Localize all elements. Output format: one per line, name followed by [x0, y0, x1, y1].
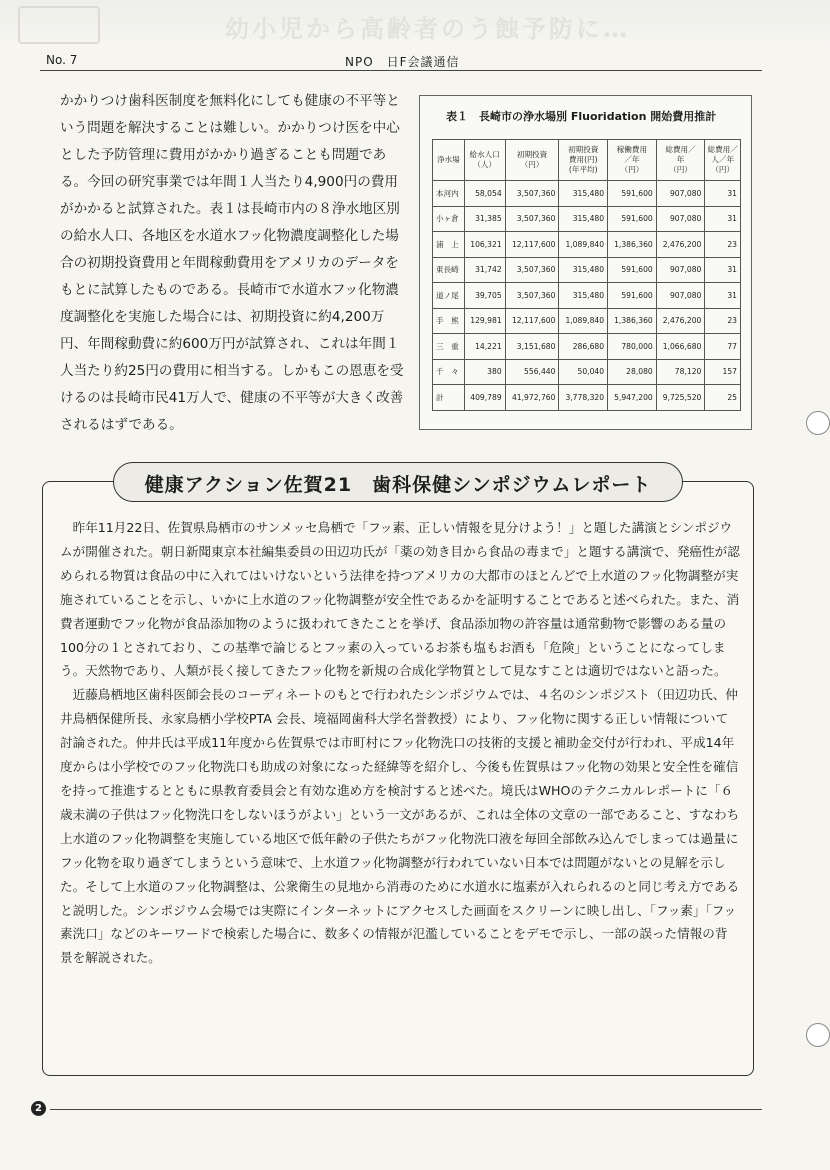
table-cell: 315,480 — [559, 181, 608, 207]
table-cell: 591,600 — [608, 181, 657, 207]
table-cell: 31,385 — [464, 206, 505, 232]
table-cell: 315,480 — [559, 206, 608, 232]
footer-divider — [50, 1109, 762, 1110]
report-heading: 健康アクション佐賀21 歯科保健シンポジウムレポート — [144, 474, 652, 496]
header-cell: 浄水場 — [433, 140, 465, 181]
table-cell: 3,151,680 — [505, 334, 559, 360]
issue-number: No. 7 — [46, 53, 78, 67]
table-cell: 907,080 — [656, 257, 705, 283]
table-cell: 50,040 — [559, 359, 608, 385]
row-label-cell: 東長崎 — [433, 257, 465, 283]
table-cell: 3,507,360 — [505, 181, 559, 207]
table-cell: 77 — [705, 334, 741, 360]
table-cell: 409,789 — [464, 385, 505, 411]
table-row — [433, 359, 741, 385]
table-cell: 39,705 — [464, 283, 505, 309]
table-cell: 591,600 — [608, 206, 657, 232]
table-cell: 12,117,600 — [505, 308, 559, 334]
table-cell: 556,440 — [505, 359, 559, 385]
table-row — [433, 308, 741, 334]
table-cell: 1,089,840 — [559, 232, 608, 258]
table-cell: 591,600 — [608, 257, 657, 283]
report-paragraph: 昨年11月22日、佐賀県鳥栖市のサンメッセ鳥栖で「フッ素、正しい情報を見分けよう！」と題した講演とシンポジウムが開催された。朝日新聞東京本社編集委員の田辺功氏が「薬の効き目から食品の毒まで」と題する講演で、発癌性が認められる物質は食品の中に入れてはいけないという法律を持つアメリカの大都市のほとんどで上水道のフッ化物調整が実施されていることを示し、いかに上水道のフッ化物調整が安全性であるかを証明することであると述べられた。また、消費者運動でフッ化物が食品添加物のように扱われてきたことを挙げ、食品添加物の許容量は通常動物で影響のある量の100分の１とされており、この基準で論じるとフッ素の入っているお茶も塩もお酒も「危険」ということになってしまう。天然物であり、人類が長く接してきたフッ化物を新規の合成化学物質として見なすことは適切ではないと語った。 — [60, 520, 740, 679]
table-cell: 3,507,360 — [505, 257, 559, 283]
report-paragraph: 近藤鳥栖地区歯科医師会長のコーディネートのもとで行われたシンポジウムでは、４名のシンポジスト（田辺功氏、仲井鳥栖保健所長、永家鳥栖小学校PTA 会長、境福岡歯科大学名誉教授）により、フッ化物に関する正しい情報について討論された。仲井氏は平成11年度から佐賀県では市町村にフッ化物洗口の技術的支援と補助金交付が行われ、平成14年度からは小学校でのフッ化物洗口も助成の対象になった経緯等を紹介し、今後も佐賀県はフッ化物の効果と安全性を確信を持って推進するとともに県教育委員会と有効な進め方を検討すると述べた。境氏はWHOのテクニカルレポートに「６歳未満の子供はフッ化物洗口をしないほうがよい」という一文があるが、これは全体の文章の一部であること、すなわち上水道のフッ化物調整を実施している地区で低年齢の子供たちがフッ化物洗口液を毎回全部飲み込んでしまっては過量にフッ化物を取り過ぎてしまうという意味で、上水道フッ化物調整が行われていない日本では問題がないとの見解を示した。そして上水道のフッ化物調整は、公衆衛生の見地から消毒のために水道水に塩素が入れられるのと同じ考え方であると説明した。シンポジウム会場では実際にインターネットにアクセスした画面をスクリーンに映し出し、「フッ素」「フッ素洗口」などのキーワードで検索した場合に、数多くの情報が氾濫していることをデモで示し、一部の誤った情報の背景を解説された。 — [60, 687, 740, 966]
table-cell: 5,947,200 — [608, 385, 657, 411]
table-cell: 315,480 — [559, 283, 608, 309]
table-cell: 58,054 — [464, 181, 505, 207]
report-body — [60, 516, 740, 970]
row-label-cell: 浦 上 — [433, 232, 465, 258]
row-label-cell: 手 熊 — [433, 308, 465, 334]
table-cell: 12,117,600 — [505, 232, 559, 258]
page-number-badge: 2 — [31, 1101, 46, 1116]
table-row — [433, 206, 741, 232]
row-label-cell: 計 — [433, 385, 465, 411]
table-cell: 1,386,360 — [608, 232, 657, 258]
table-cell: 157 — [705, 359, 741, 385]
table-cell: 780,000 — [608, 334, 657, 360]
table-cell: 106,321 — [464, 232, 505, 258]
table-cell: 1,066,680 — [656, 334, 705, 360]
publication-title: NPO 日F会議通信 — [345, 55, 460, 69]
header-cell: 総費用／ 年 （円） — [656, 140, 705, 181]
table-cell: 31 — [705, 257, 741, 283]
table-cell: 2,476,200 — [656, 232, 705, 258]
table-cell: 14,221 — [464, 334, 505, 360]
table-cell: 31,742 — [464, 257, 505, 283]
header-cell: 初期投資 （円） — [505, 140, 559, 181]
table-body — [433, 181, 741, 411]
header-cell: 稼働費用 ／年 （円） — [608, 140, 657, 181]
table-cell: 591,600 — [608, 283, 657, 309]
row-label-cell: 小ヶ倉 — [433, 206, 465, 232]
table-row — [433, 385, 741, 411]
table-cell: 23 — [705, 308, 741, 334]
table-cell: 9,725,520 — [656, 385, 705, 411]
faint-banner-text: 幼小児から高齢者のう蝕予防に… — [225, 15, 630, 43]
table-cell: 23 — [705, 232, 741, 258]
table-cell: 907,080 — [656, 181, 705, 207]
table-cell: 907,080 — [656, 206, 705, 232]
header-cell: 給水人口 （人） — [464, 140, 505, 181]
table-cell: 31 — [705, 181, 741, 207]
table-cell: 129,981 — [464, 308, 505, 334]
table-row — [433, 257, 741, 283]
table-cell: 315,480 — [559, 257, 608, 283]
intro-paragraph: かかりつけ歯科医制度を無料化にしても健康の不平等という問題を解決することは難しい。かかりつけ医を中心とした予防管理に費用がかかり過ぎることも問題である。今回の研究事業では年間１人当たり4,900円の費用がかかると試算された。表１は長崎市内の８浄水地区別の給水人口、各地区を水道水フッ化物濃度調整化した場合の初期投資費用と年間稼動費用をアメリカのデータをもとに試算したものである。長崎市で水道水フッ化物濃度調整化を実施した場合には、初期投資に約4,200万円、年間稼動費に約600万円が試算され、これは年間１人当たり約25円の費用に相当する。しかもこの恩恵を受けるのは長崎市民41万人で、健康の不平等が大きく改善されるはずである。 — [60, 93, 404, 433]
table-cell: 380 — [464, 359, 505, 385]
table-cell: 286,680 — [559, 334, 608, 360]
binder-hole-upper — [806, 411, 830, 435]
table-cell: 3,507,360 — [505, 206, 559, 232]
table-header-row — [433, 140, 741, 181]
table-cell: 907,080 — [656, 283, 705, 309]
table-row — [433, 334, 741, 360]
report-heading-tab — [113, 462, 683, 502]
table-cell: 28,080 — [608, 359, 657, 385]
row-label-cell: 本河内 — [433, 181, 465, 207]
table-row — [433, 232, 741, 258]
table-cell: 1,089,840 — [559, 308, 608, 334]
row-label-cell: 三 重 — [433, 334, 465, 360]
table-cell: 25 — [705, 385, 741, 411]
cost-table-panel — [419, 95, 752, 430]
table-cell: 2,476,200 — [656, 308, 705, 334]
table-cell: 1,386,360 — [608, 308, 657, 334]
table-cell: 3,778,320 — [559, 385, 608, 411]
header-cell: 総費用／ 人／年 （円） — [705, 140, 741, 181]
table-row — [433, 283, 741, 309]
header-cell: 初期投資 費用(円) (年平均) — [559, 140, 608, 181]
table-cell: 3,507,360 — [505, 283, 559, 309]
table-title: 表１ 長崎市の浄水場別 Fluoridation 開始費用推計 — [446, 110, 717, 123]
table-cell: 78,120 — [656, 359, 705, 385]
faint-header-banner — [0, 0, 830, 46]
table-cell: 41,972,760 — [505, 385, 559, 411]
header-divider — [40, 70, 762, 71]
table-cell: 31 — [705, 283, 741, 309]
binder-hole-lower — [806, 1023, 830, 1047]
row-label-cell: 千 々 — [433, 359, 465, 385]
fluoridation-cost-table — [432, 139, 741, 411]
table-row — [433, 181, 741, 207]
faint-logo — [18, 6, 100, 44]
row-label-cell: 道ノ尾 — [433, 283, 465, 309]
table-cell: 31 — [705, 206, 741, 232]
